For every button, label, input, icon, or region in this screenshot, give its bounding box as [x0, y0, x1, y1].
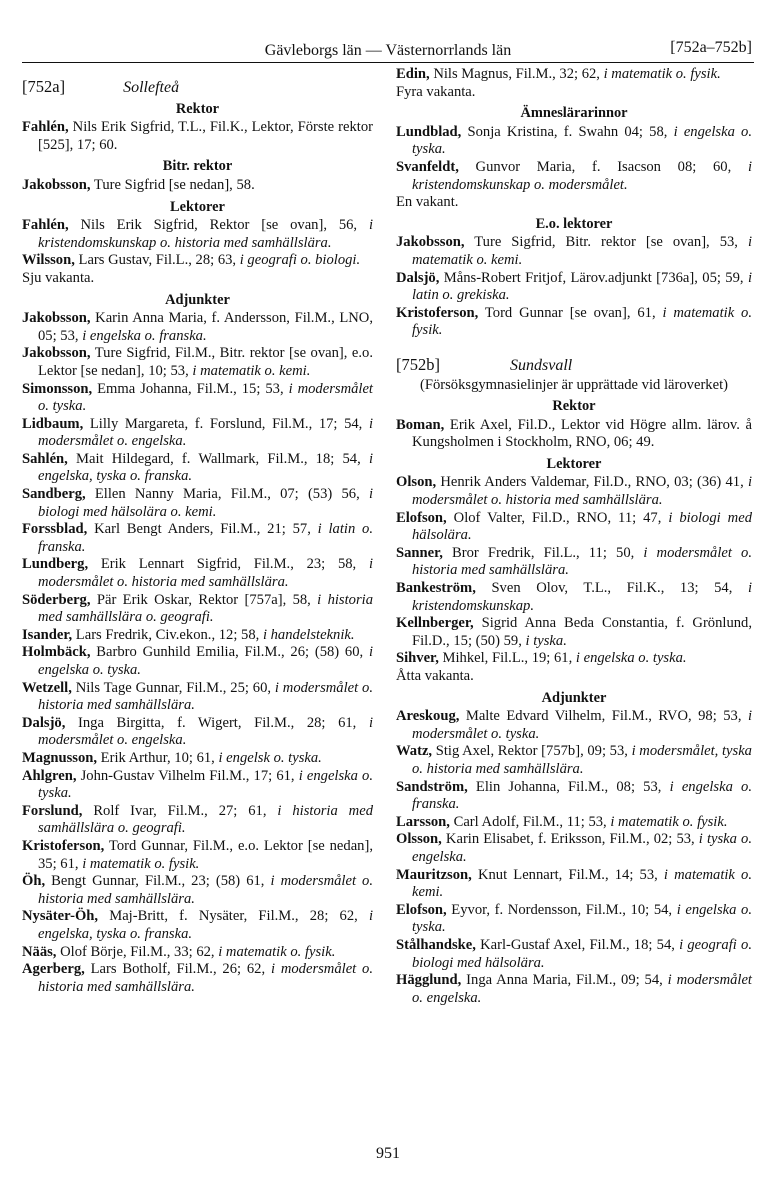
staff-subjects: i engelska o. tyska.: [412, 901, 752, 936]
staff-details: Emma Johanna, Fil.M., 15; 53,: [92, 380, 289, 397]
staff-entry: [396, 270, 752, 305]
staff-entry: [22, 750, 373, 768]
staff-name: Nääs,: [22, 943, 57, 960]
staff-name: Areskoug,: [396, 708, 460, 725]
staff-name: Watz,: [396, 743, 433, 760]
staff-entry: [22, 177, 373, 195]
staff-details: Erik Arthur, 10; 61,: [97, 749, 219, 766]
staff-entry: [22, 715, 373, 750]
section-id: [752b]: [396, 354, 440, 374]
staff-details: Inga Anna Maria, Fil.M., 09; 54,: [461, 972, 668, 989]
right-column: [396, 66, 752, 1007]
staff-details: Carl Adolf, Fil.M., 11; 53,: [449, 813, 611, 830]
staff-details: Sven Olov, T.L., Fil.K., 13; 54,: [475, 580, 748, 597]
list-lektorer: [396, 474, 752, 668]
staff-details: Måns-Robert Fritjof, Lärov.adjunkt [736a], 05; 59,: [439, 269, 748, 286]
list-lektorer: [22, 217, 373, 270]
staff-details: Lars Gustav, Fil.L., 28; 63,: [74, 252, 240, 269]
staff-subjects: i engelsk o. tyska.: [218, 749, 322, 766]
staff-entry: [396, 972, 752, 1007]
list-eo-lektorer: [396, 234, 752, 340]
running-head: Gävleborgs län — Västernorrlands län: [264, 42, 512, 59]
staff-name: Jakobsson,: [22, 310, 91, 327]
staff-name: Jakobsson,: [22, 345, 91, 362]
staff-details: Sonja Kristina, f. Swahn 04; 58,: [461, 123, 674, 140]
staff-details: Elin Johanna, Fil.M., 08; 53,: [467, 778, 670, 795]
staff-subjects: i geografi o. biologi.: [239, 252, 361, 269]
staff-entry: [22, 119, 373, 154]
staff-name: Dalsjö,: [22, 714, 66, 731]
staff-name: Lidbaum,: [22, 415, 84, 432]
staff-details: Stig Axel, Rektor [757b], 09; 53,: [432, 743, 632, 760]
staff-subjects: i kristendomskunskap o. historia med samhällslära.: [38, 217, 373, 251]
staff-subjects: i modersmålet o. historia med samhällslära.: [38, 873, 373, 907]
list-rektor: [22, 119, 373, 154]
staff-subjects: i modersmålet o. engelska.: [38, 415, 373, 450]
staff-entry: [22, 217, 373, 252]
staff-details: Pär Erik Oskar, Rektor [757a], 58,: [90, 591, 318, 608]
staff-name: Wilsson,: [22, 252, 75, 269]
subheading-amneslararinnor: Ämneslärarinnor: [520, 105, 628, 122]
staff-entry: [396, 234, 752, 269]
staff-subjects: i modersmålet o. tyska.: [412, 708, 752, 742]
subheading-lektorer: Lektorer: [546, 455, 602, 472]
list-bitr-rektor: [22, 177, 373, 195]
section-heading-sundsvall: [396, 356, 752, 375]
staff-name: Isander,: [22, 626, 73, 643]
staff-entry: [396, 779, 752, 814]
list-adjunkter: [22, 310, 373, 996]
staff-details: Maj-Britt, f. Nysäter, Fil.M., 28; 62,: [98, 908, 369, 925]
staff-entry: [22, 345, 373, 380]
staff-subjects: i matematik o. kemi.: [412, 234, 752, 268]
staff-subjects: i biologi med hälsolära o. kemi.: [38, 486, 373, 520]
list-adjunkter: [396, 708, 752, 1007]
staff-name: Holmbäck,: [22, 644, 91, 661]
staff-name: Mauritzson,: [396, 866, 472, 883]
staff-details: Mihkel, Fil.L., 19; 61,: [438, 650, 576, 667]
staff-entry: [22, 627, 373, 645]
staff-subjects: i engelska, tyska o. franska.: [38, 908, 373, 942]
staff-entry: [22, 803, 373, 838]
page-range: [752a–752b]: [670, 39, 752, 56]
staff-name: Olson,: [396, 474, 437, 491]
staff-subjects: i modersmålet o. historia med samhällslära.: [38, 961, 373, 995]
staff-entry: [22, 486, 373, 521]
staff-subjects: i latin o. franska.: [38, 521, 373, 555]
staff-details: Ture Sigfrid, Bitr. rektor [se ovan], 53,: [464, 234, 748, 251]
staff-details: Karl Bengt Anders, Fil.M., 21; 57,: [87, 521, 318, 538]
staff-subjects: i tyska.: [525, 632, 567, 649]
vacancy-note: Åtta vakanta.: [396, 668, 474, 684]
staff-entry: [396, 510, 752, 545]
staff-entry: [22, 381, 373, 416]
staff-name: Dalsjö,: [396, 269, 440, 286]
staff-details: Bengt Gunnar, Fil.M., 23; (58) 61,: [45, 873, 271, 890]
staff-name: Nysäter-Öh,: [22, 908, 99, 925]
staff-name: Öh,: [22, 873, 46, 890]
staff-entry: [22, 521, 373, 556]
staff-details: Nils Erik Sigfrid, T.L., Fil.K., Lektor, Förste rektor [525], 17; 60.: [38, 119, 373, 153]
staff-name: Edin,: [396, 66, 430, 82]
staff-entry: [22, 644, 373, 679]
staff-details: Karl-Gustaf Axel, Fil.M., 18; 54,: [475, 936, 680, 953]
staff-subjects: i historia med samhällslära o. geografi.: [38, 591, 373, 626]
staff-entry: [22, 310, 373, 345]
staff-details: Knut Lennart, Fil.M., 14; 53,: [471, 866, 664, 883]
staff-name: Kristoferson,: [396, 304, 479, 321]
staff-subjects: i engelska o. tyska.: [412, 123, 752, 158]
staff-entry: [22, 680, 373, 715]
section-heading-sollefte: [22, 78, 373, 97]
staff-subjects: i modersmålet o. tyska.: [38, 380, 373, 415]
staff-entry: [22, 592, 373, 627]
subheading-rektor: Rektor: [175, 100, 220, 117]
staff-details: Malte Edvard Vilhelm, Fil.M., RVO, 98; 53,: [459, 708, 748, 725]
staff-subjects: i modersmålet, tyska o. historia med samhällslära.: [412, 743, 752, 777]
staff-entry: [396, 743, 752, 778]
staff-subjects: i matematik o. fysik.: [412, 304, 752, 339]
staff-details: John-Gustav Vilhelm Fil.M., 17; 61,: [76, 767, 299, 784]
staff-name: Magnusson,: [22, 749, 98, 766]
staff-details: Nils Magnus, Fil.M., 32; 62,: [429, 66, 604, 82]
subheading-lektorer: Lektorer: [170, 198, 225, 215]
staff-subjects: i kristendomskunskap.: [412, 580, 752, 614]
staff-name: Kellnberger,: [396, 615, 474, 632]
staff-entry: [396, 124, 752, 159]
staff-subjects: i engelska o. tyska.: [575, 650, 687, 667]
staff-details: Rolf Ivar, Fil.M., 27; 61,: [82, 802, 278, 819]
staff-subjects: i kristendomskunskap o. modersmålet.: [412, 158, 752, 193]
staff-subjects: i historia med samhällslära o. geografi.: [38, 802, 373, 837]
staff-subjects: i matematik o. kemi.: [192, 362, 311, 379]
staff-name: Sihver,: [396, 650, 439, 667]
staff-subjects: i latin o. grekiska.: [412, 269, 752, 304]
staff-details: Olof Valter, Fil.D., RNO, 11; 47,: [446, 509, 669, 526]
staff-entry: [396, 708, 752, 743]
list-amneslararinnor: [396, 124, 752, 194]
staff-subjects: i engelska o. tyska.: [38, 767, 374, 802]
staff-subjects: i handelsteknik.: [262, 626, 355, 643]
staff-details: Nils Erik Sigfrid, Rektor [se ovan], 56,: [68, 217, 369, 234]
staff-subjects: i engelska o. franska.: [412, 778, 752, 813]
staff-details: Eyvor, f. Nordensson, Fil.M., 10; 54,: [446, 901, 677, 918]
staff-entry: [396, 66, 752, 84]
staff-name: Elofson,: [396, 509, 447, 526]
staff-entry: [22, 556, 373, 591]
staff-subjects: i matematik o. fysik.: [218, 943, 336, 960]
staff-name: Fahlén,: [22, 217, 69, 234]
staff-name: Sahlén,: [22, 450, 68, 467]
staff-details: Tord Gunnar [se ovan], 61,: [478, 304, 663, 321]
staff-details: Ture Sigfrid, Fil.M., Bitr. rektor [se ovan], e.o. Lektor [se nedan], 10; 53,: [38, 345, 373, 379]
list-adjunkter-continued: [396, 66, 752, 84]
staff-subjects: i modersmålet o. historia med samhällslära.: [412, 544, 752, 579]
subheading-bitr-rektor: Bitr. rektor: [162, 158, 233, 175]
staff-name: Lundberg,: [22, 556, 89, 573]
staff-details: Olof Börje, Fil.M., 33; 62,: [56, 943, 219, 960]
vacancy-note: Fyra vakanta.: [396, 83, 476, 100]
staff-details: Lars Botholf, Fil.M., 26; 62,: [84, 961, 271, 978]
staff-details: Erik Axel, Fil.D., Lektor vid Högre allm. lärov. å Kungsholmen i Stockholm, RNO, 06; 49.: [412, 416, 752, 451]
staff-details: Tord Gunnar, Fil.M., e.o. Lektor [se nedan], 35; 61,: [38, 837, 373, 872]
subheading-adjunkter: Adjunkter: [165, 291, 230, 308]
staff-name: Kristoferson,: [22, 837, 105, 854]
page-number: 951: [376, 1145, 400, 1162]
staff-details: Bror Fredrik, Fil.L., 11; 50,: [442, 544, 644, 561]
vacancy-note: Sju vakanta.: [22, 269, 95, 286]
staff-details: Inga Birgitta, f. Wigert, Fil.M., 28; 61,: [65, 714, 369, 731]
staff-entry: [396, 159, 752, 194]
staff-subjects: i modersmålet o. engelska.: [38, 714, 373, 749]
staff-name: Simonsson,: [22, 380, 93, 397]
staff-name: Bankeström,: [396, 580, 476, 597]
staff-details: Karin Elisabet, f. Eriksson, Fil.M., 02; 53,: [441, 831, 699, 848]
staff-details: Ture Sigfrid [se nedan], 58.: [90, 176, 255, 193]
subheading-adjunkter: Adjunkter: [541, 689, 607, 706]
staff-subjects: i matematik o. fysik.: [82, 855, 200, 872]
staff-name: Sanner,: [396, 544, 443, 561]
staff-subjects: i modersmålet o. engelska.: [412, 972, 752, 1006]
staff-name: Sandström,: [396, 778, 468, 795]
staff-entry: [396, 867, 752, 902]
staff-details: Nils Tage Gunnar, Fil.M., 25; 60,: [71, 679, 275, 696]
list-rektor: [396, 417, 752, 452]
staff-subjects: i matematik o. fysik.: [610, 813, 728, 830]
staff-name: Olsson,: [396, 831, 442, 848]
staff-subjects: i geografi o. biologi med hälsolära.: [412, 936, 752, 971]
staff-details: Sigrid Anna Beda Constantia, f. Grönlund, Fil.D., 15; (50) 59,: [412, 615, 752, 649]
staff-name: Forssblad,: [22, 521, 88, 538]
staff-entry: [22, 873, 373, 908]
section-note: (Försöksgymnasielinjer är upprättade vid läroverket): [420, 376, 728, 393]
staff-name: Boman,: [396, 416, 445, 433]
section-id: [752a]: [22, 77, 66, 96]
staff-entry: [396, 902, 752, 937]
staff-details: Gunvor Maria, f. Isacson 08; 60,: [458, 158, 748, 175]
staff-name: Jakobsson,: [396, 234, 465, 251]
staff-entry: [396, 814, 752, 832]
staff-entry: [396, 474, 752, 509]
staff-entry: [22, 944, 373, 962]
staff-entry: [396, 937, 752, 972]
staff-subjects: i modersmålet o. historia med samhällslära.: [38, 556, 373, 591]
staff-name: Jakobsson,: [22, 176, 91, 193]
staff-name: Stålhandske,: [396, 936, 476, 953]
staff-entry: [22, 451, 373, 486]
staff-details: Henrik Anders Valdemar, Fil.D., RNO, 03; (36) 41,: [436, 474, 748, 491]
staff-subjects: i modersmålet o. historia med samhällslära.: [412, 474, 752, 509]
staff-entry: [396, 305, 752, 340]
section-place: Sundsvall: [510, 356, 573, 374]
staff-entry: [396, 615, 752, 650]
staff-subjects: i matematik o. kemi.: [412, 866, 752, 901]
staff-entry: [22, 416, 373, 451]
staff-name: Lundblad,: [396, 123, 462, 140]
staff-name: Wetzell,: [22, 679, 72, 696]
staff-subjects: i engelska o. franska.: [82, 327, 207, 344]
staff-subjects: i matematik o. fysik.: [603, 66, 721, 82]
staff-details: Mait Hildegard, f. Wallmark, Fil.M., 18; 54,: [67, 450, 369, 467]
staff-details: Karin Anna Maria, f. Andersson, Fil.M., LNO, 05; 53,: [38, 310, 373, 344]
staff-entry: [22, 838, 373, 873]
left-column: [22, 66, 373, 996]
staff-name: Fahlén,: [22, 119, 69, 136]
subheading-eo-lektorer: E.o. lektorer: [535, 215, 613, 232]
staff-entry: [22, 768, 373, 803]
staff-name: Agerberg,: [22, 961, 85, 978]
staff-details: Barbro Gunhild Emilia, Fil.M., 26; (58) 60,: [90, 644, 369, 661]
staff-name: Svanfeldt,: [396, 158, 459, 175]
staff-entry: [396, 580, 752, 615]
staff-details: Erik Lennart Sigfrid, Fil.M., 23; 58,: [88, 556, 369, 573]
staff-name: Sandberg,: [22, 486, 86, 503]
staff-name: Forslund,: [22, 802, 83, 819]
staff-subjects: i engelska o. tyska.: [38, 644, 373, 678]
staff-subjects: i biologi med hälsolära.: [412, 509, 752, 544]
section-place: Sollefteå: [123, 79, 180, 96]
staff-name: Hägglund,: [396, 972, 462, 989]
staff-details: Ellen Nanny Maria, Fil.M., 07; (53) 56,: [85, 486, 369, 503]
staff-name: Söderberg,: [22, 591, 91, 608]
staff-subjects: i tyska o. engelska.: [412, 831, 752, 865]
staff-entry: [22, 961, 373, 996]
staff-name: Elofson,: [396, 901, 447, 918]
vacancy-note: En vakant.: [396, 194, 459, 211]
staff-entry: [22, 252, 373, 270]
subheading-rektor: Rektor: [552, 398, 596, 415]
staff-entry: [396, 650, 752, 668]
staff-details: Lilly Margareta, f. Forslund, Fil.M., 17; 54,: [83, 415, 369, 432]
staff-entry: [396, 831, 752, 866]
staff-name: Ahlgren,: [22, 767, 77, 784]
staff-name: Larsson,: [396, 813, 450, 830]
staff-subjects: i modersmålet o. historia med samhällslära.: [38, 679, 373, 714]
staff-subjects: i engelska, tyska o. franska.: [38, 450, 373, 485]
staff-entry: [396, 417, 752, 452]
staff-details: Lars Fredrik, Civ.ekon., 12; 58,: [72, 626, 263, 643]
page-header: [22, 36, 754, 63]
staff-entry: [396, 545, 752, 580]
staff-entry: [22, 908, 373, 943]
